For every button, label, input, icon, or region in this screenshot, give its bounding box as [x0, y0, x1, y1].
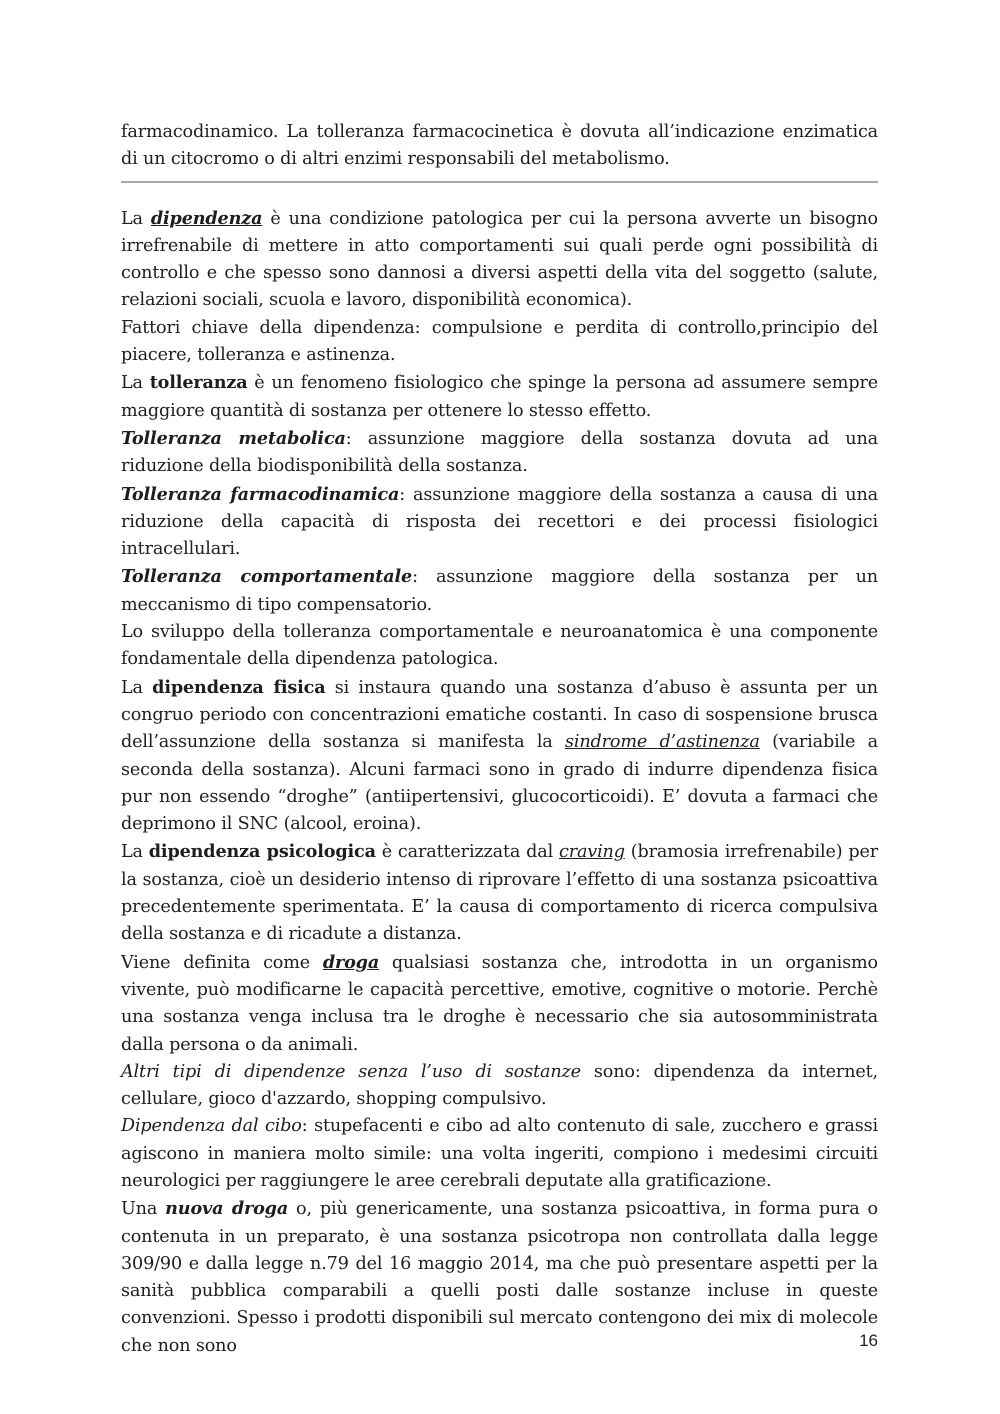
- paragraph-sviluppo: Lo sviluppo della tolleranza comportamentale e neuroanatomica è una componente fondamentale della dipendenza patologica.: [121, 622, 878, 670]
- term-altri-tipi: Altri tipi di dipendenze senza l’uso di sostanze: [121, 1061, 581, 1082]
- paragraph-dipendenza-fisica: La dipendenza fisica si instaura quando una sostanza d’abuso è assunta per un congruo periodo con concentrazioni ematiche costanti. In caso di sospensione brusca dell’assunzione della sostanza si manifesta la sindrome d’astinenza (variabile a seconda della sostanza). Alcuni farmaci sono in grado di indurre dipendenza fisica pur non essendo “droghe” (antiipertensivi, glucocorticoidi). E’ dovuta a farmaci che deprimono il SNC (alcool, eroina).: [121, 676, 878, 835]
- term-nuova-droga: nuova droga: [165, 1198, 289, 1220]
- paragraph-droga: Viene definita come droga qualsiasi sostanza che, introdotta in un organismo vivente, può modificarne le capacità percettive, emotive, cognitive o motorie. Perchè una sostanza venga inclusa tra le droghe è necessario che sia autosomministrata dalla persona o da animali.: [121, 951, 879, 1055]
- paragraph-tolleranza-metabolica: Tolleranza metabolica: assunzione maggiore della sostanza dovuta ad una riduzione della biodisponibilità della sostanza.: [121, 427, 878, 477]
- term-craving: craving: [558, 842, 625, 863]
- paragraph-dipendenza: La dipendenza è una condizione patologica per cui la persona avverte un bisogno irrefrenabile di mettere in atto comportamenti sui quali perde ogni possibilità di controllo e che spesso sono dannosi a diversi aspetti della vita del soggetto (salute, relazioni sociali, scuola e lavoro, disponibilità economica).: [121, 207, 878, 311]
- paragraph-nuova-droga: Una nuova droga o, più genericamente, una sostanza psicoattiva, in forma pura o contenuta in un preparato, è una sostanza psicotropa non controllata dalla legge 309/90 e dalla legge n.79 del 16 maggio 2014, ma che può presentare aspetti per la sanità pubblica comparabili a quelli posti dalle sostanze incluse in queste convenzioni. Spesso i prodotti disponibili sul mercato contengono dei mix di molecole che non sono: [121, 1198, 878, 1356]
- paragraph-tolleranza-comportamentale: Tolleranza comportamentale: assunzione maggiore della sostanza per un meccanismo di tipo compensatorio.: [121, 566, 878, 615]
- paragraph-dipendenza-psicologica: La dipendenza psicologica è caratterizzata dal craving (bramosia irrefrenabile) per la sostanza, cioè un desiderio intenso di riprovare l’effetto di una sostanza psicoattiva precedentemente sperimentata. E’ la causa di comportamento di ricerca compulsiva della sostanza e di ricadute a distanza.: [121, 841, 878, 945]
- term-dipendenza-fisica: dipendenza fisica: [152, 676, 326, 698]
- section-divider: [121, 181, 878, 183]
- term-tolleranza-metabolica: Tolleranza metabolica: [121, 427, 346, 449]
- intro-paragraph: farmacodinamico. La tolleranza farmacocinetica è dovuta all’indicazione enzimatica di un citocromo o di altri enzimi responsabili del metabolismo.: [121, 122, 878, 170]
- term-dipendenza-psicologica: dipendenza psicologica: [148, 841, 376, 863]
- term-tolleranza-comportamentale: Tolleranza comportamentale: [121, 566, 413, 588]
- term-tolleranza-farmacodinamica: Tolleranza farmacodinamica: [121, 483, 400, 505]
- term-dipendenza: dipendenza: [150, 207, 263, 229]
- paragraph-altri-tipi: Altri tipi di dipendenze senza l’uso di sostanze sono: dipendenza da internet, cellulare, gioco d'azzardo, shopping compulsivo.: [121, 1061, 878, 1110]
- page-body: [121, 119, 878, 1360]
- term-dipendenza-cibo: Dipendenza dal cibo: [121, 1116, 302, 1137]
- paragraph-tolleranza: La tolleranza è un fenomeno fisiologico che spinge la persona ad assumere sempre maggiore quantità di sostanza per ottenere lo stesso effetto.: [121, 372, 878, 421]
- paragraph-fattori: Fattori chiave della dipendenza: compulsione e perdita di controllo,principio del piacere, tolleranza e astinenza.: [121, 317, 878, 366]
- term-sindrome-astinenza: sindrome d’astinenza: [564, 732, 760, 753]
- paragraph-tolleranza-farmacodinamica: Tolleranza farmacodinamica: assunzione maggiore della sostanza a causa di una riduzione della capacità di risposta dei recettori e dei processi fisiologici intracellulari.: [121, 483, 878, 560]
- term-droga: droga: [322, 951, 380, 973]
- paragraph-cibo: Dipendenza dal cibo: stupefacenti e cibo ad alto contenuto di sale, zucchero e grassi agiscono in maniera molto simile: una volta ingeriti, compiono i medesimi circuiti neurologici per raggiungere le aree cerebrali deputate alla gratificazione.: [121, 1116, 878, 1191]
- page-number: 16: [859, 1331, 878, 1350]
- term-tolleranza: tolleranza: [149, 372, 248, 394]
